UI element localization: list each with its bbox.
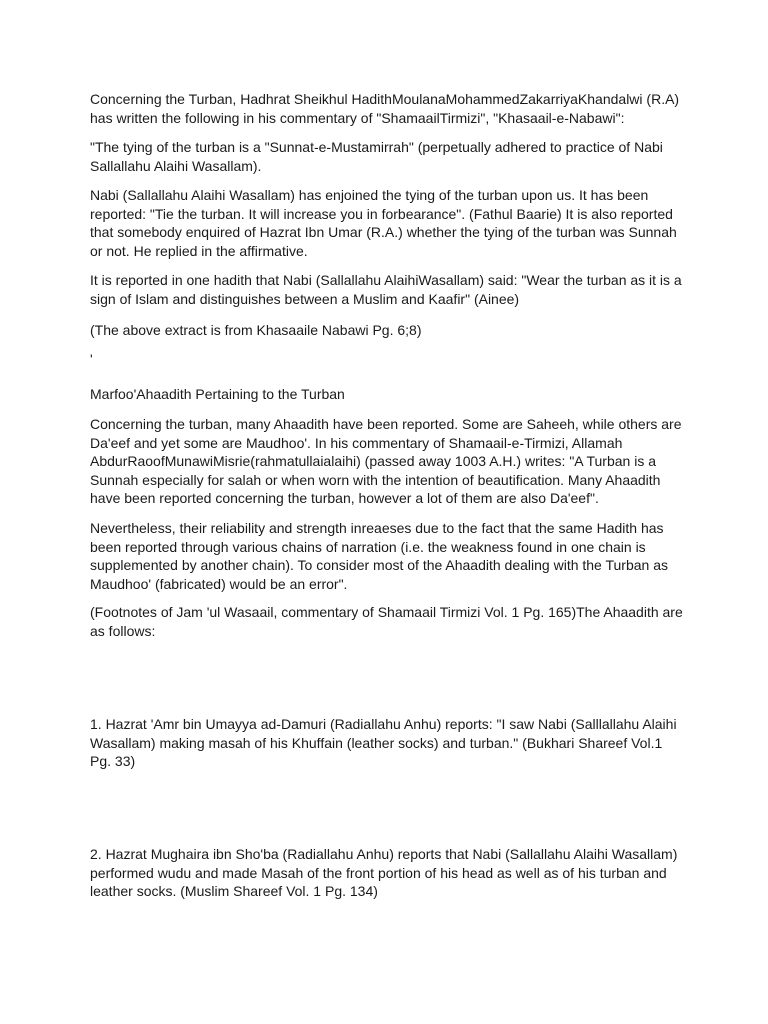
document-page <box>90 0 690 1024</box>
paragraph-nevertheless: Nevertheless, their reliability and strength inreaeses due to the fact that the same Hadith has been reported through various chains of narration (i.e. the weakness found in one chain is supplemented by another chain). To consider most of the Ahaadith dealing with the Turban as Maudhoo' (fabricated) would be an error". <box>90 520 668 592</box>
paragraph-extract-source: (The above extract is from Khasaaile Nabawi Pg. 6;8) <box>90 322 422 338</box>
list-item-1: 1. Hazrat 'Amr bin Umayya ad-Damuri (Radiallahu Anhu) reports: "I saw Nabi (Salllallahu Alaihi Wasallam) making masah of his Khuffain (leather socks) and turban." (Bukhari Shareef Vol.1 Pg. 33) <box>90 716 677 769</box>
paragraph-enjoined: Nabi (Sallallahu Alaihi Wasallam) has enjoined the tying of the turban upon us. It has been reported: "Tie the turban. It will increase you in forbearance". (Fathul Baarie) It is also reported that somebody enquired of Hazrat Ibn Umar (R.A.) whether the tying of the turban was Sunnah or not. He replied in the affirmative. <box>90 187 677 259</box>
paragraph-sign-of-islam: It is reported in one hadith that Nabi (Sallallahu AlaihiWasallam) said: "Wear the turban as it is a sign of Islam and distinguishes between a Muslim and Kaafir" (Ainee) <box>90 272 682 307</box>
section-heading: Marfoo'Ahaadith Pertaining to the Turban <box>90 386 345 402</box>
paragraph-intro: Concerning the Turban, Hadhrat Sheikhul HadithMoulanaMohammedZakarriyaKhandalwi (R.A) has written the following in his commentary of "ShamaailTirmizi", "Khasaail-e-Nabawi": <box>90 91 680 126</box>
paragraph-concerning-turban: Concerning the turban, many Ahaadith have been reported. Some are Saheeh, while others are Da'eef and yet some are Maudhoo'. In his commentary of Shamaail-e-Tirmizi, Allamah AbdurRaoofMunawiMisrie(rahmatullaialaihi) (passed away 1003 A.H.) writes: "A Turban is a Sunnah especially for salah or when worn with the intention of beautification. Many Ahaadith have been reported concerning the turban, however a lot of them are also Da'eef". <box>90 416 682 506</box>
paragraph-footnotes: (Footnotes of Jam 'ul Wasaail, commentary of Shamaail Tirmizi Vol. 1 Pg. 165)The Ahaadith are as follows: <box>90 604 683 639</box>
list-item-2: 2. Hazrat Mughaira ibn Sho'ba (Radiallahu Anhu) reports that Nabi (Sallallahu Alaihi Wasallam) performed wudu and made Masah of the front portion of his head as well as of his turban and leather socks. (Muslim Shareef Vol. 1 Pg. 134) <box>90 846 678 899</box>
stray-mark: ' <box>90 351 93 367</box>
paragraph-sunnah-quote: "The tying of the turban is a "Sunnat-e-Mustamirrah" (perpetually adhered to practice of Nabi Sallallahu Alaihi Wasallam). <box>90 139 663 174</box>
